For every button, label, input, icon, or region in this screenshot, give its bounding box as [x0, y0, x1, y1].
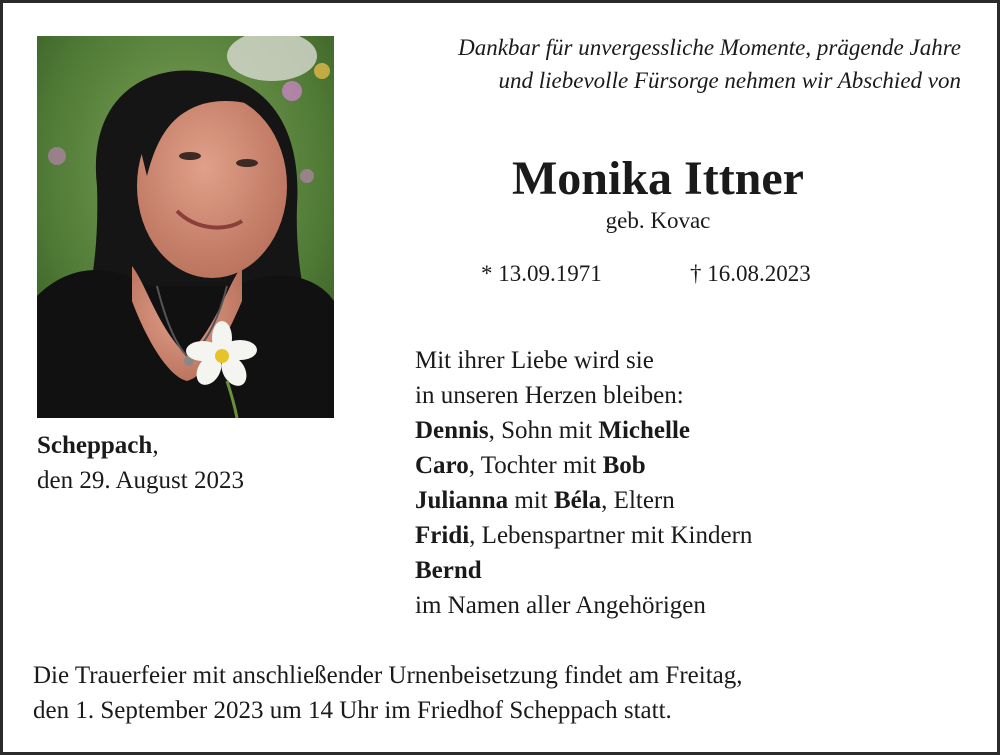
- family-member-line: [415, 518, 752, 553]
- intro-line-2: und liebevolle Fürsorge nehmen wir Abschied von: [498, 68, 961, 93]
- birth-date: * 13.09.1971: [481, 261, 602, 286]
- family-member-line: [415, 553, 752, 588]
- deceased-name: Monika Ittner: [512, 152, 804, 205]
- place-city: Scheppach: [37, 432, 153, 459]
- intro-line-1: Dankbar für unvergessliche Momente, prägende Jahre: [458, 35, 961, 60]
- place-line: [37, 428, 244, 463]
- family-member-partner: Béla: [553, 487, 602, 514]
- family-member-partner: Michelle: [598, 417, 691, 444]
- mourners-intro-line-1: Mit ihrer Liebe wird sie: [415, 347, 654, 374]
- family-member-name: Julianna: [415, 487, 509, 514]
- ceremony-line-1: Die Trauerfeier mit anschließender Urnenbeisetzung findet am Freitag,: [33, 662, 743, 689]
- family-member-name: Fridi: [415, 522, 470, 549]
- ceremony-line-2: den 1. September 2023 um 14 Uhr im Friedhof Scheppach statt.: [33, 697, 672, 724]
- family-member-line: [415, 448, 752, 483]
- portrait-photo: [37, 36, 334, 418]
- family-member-tail: , Eltern: [601, 487, 675, 514]
- family-member-name: Dennis: [415, 417, 489, 444]
- family-member-name: Bernd: [415, 557, 482, 584]
- portrait-image: [37, 36, 334, 418]
- family-member-line: [415, 483, 752, 518]
- intro-text: [361, 31, 961, 97]
- family-member-name: Caro: [415, 452, 469, 479]
- family-member-line: [415, 413, 752, 448]
- death-date: † 16.08.2023: [690, 261, 811, 286]
- family-member-relation: , Tochter mit: [468, 452, 603, 479]
- place-comma: ,: [152, 432, 159, 459]
- mourners-intro-line-2: in unseren Herzen bleiben:: [415, 382, 684, 409]
- family-member-partner: Bob: [602, 452, 646, 479]
- mourners-closing: im Namen aller Angehörigen: [415, 592, 706, 619]
- place-date-block: [37, 428, 244, 498]
- family-member-relation: , Sohn mit: [488, 417, 599, 444]
- place-date: den 29. August 2023: [37, 467, 244, 494]
- ceremony-info: [33, 658, 743, 728]
- maiden-name: geb. Kovac: [605, 208, 711, 233]
- family-member-relation: mit: [508, 487, 554, 514]
- mourners-block: [415, 343, 752, 623]
- family-member-relation: , Lebenspartner mit Kindern: [469, 522, 753, 549]
